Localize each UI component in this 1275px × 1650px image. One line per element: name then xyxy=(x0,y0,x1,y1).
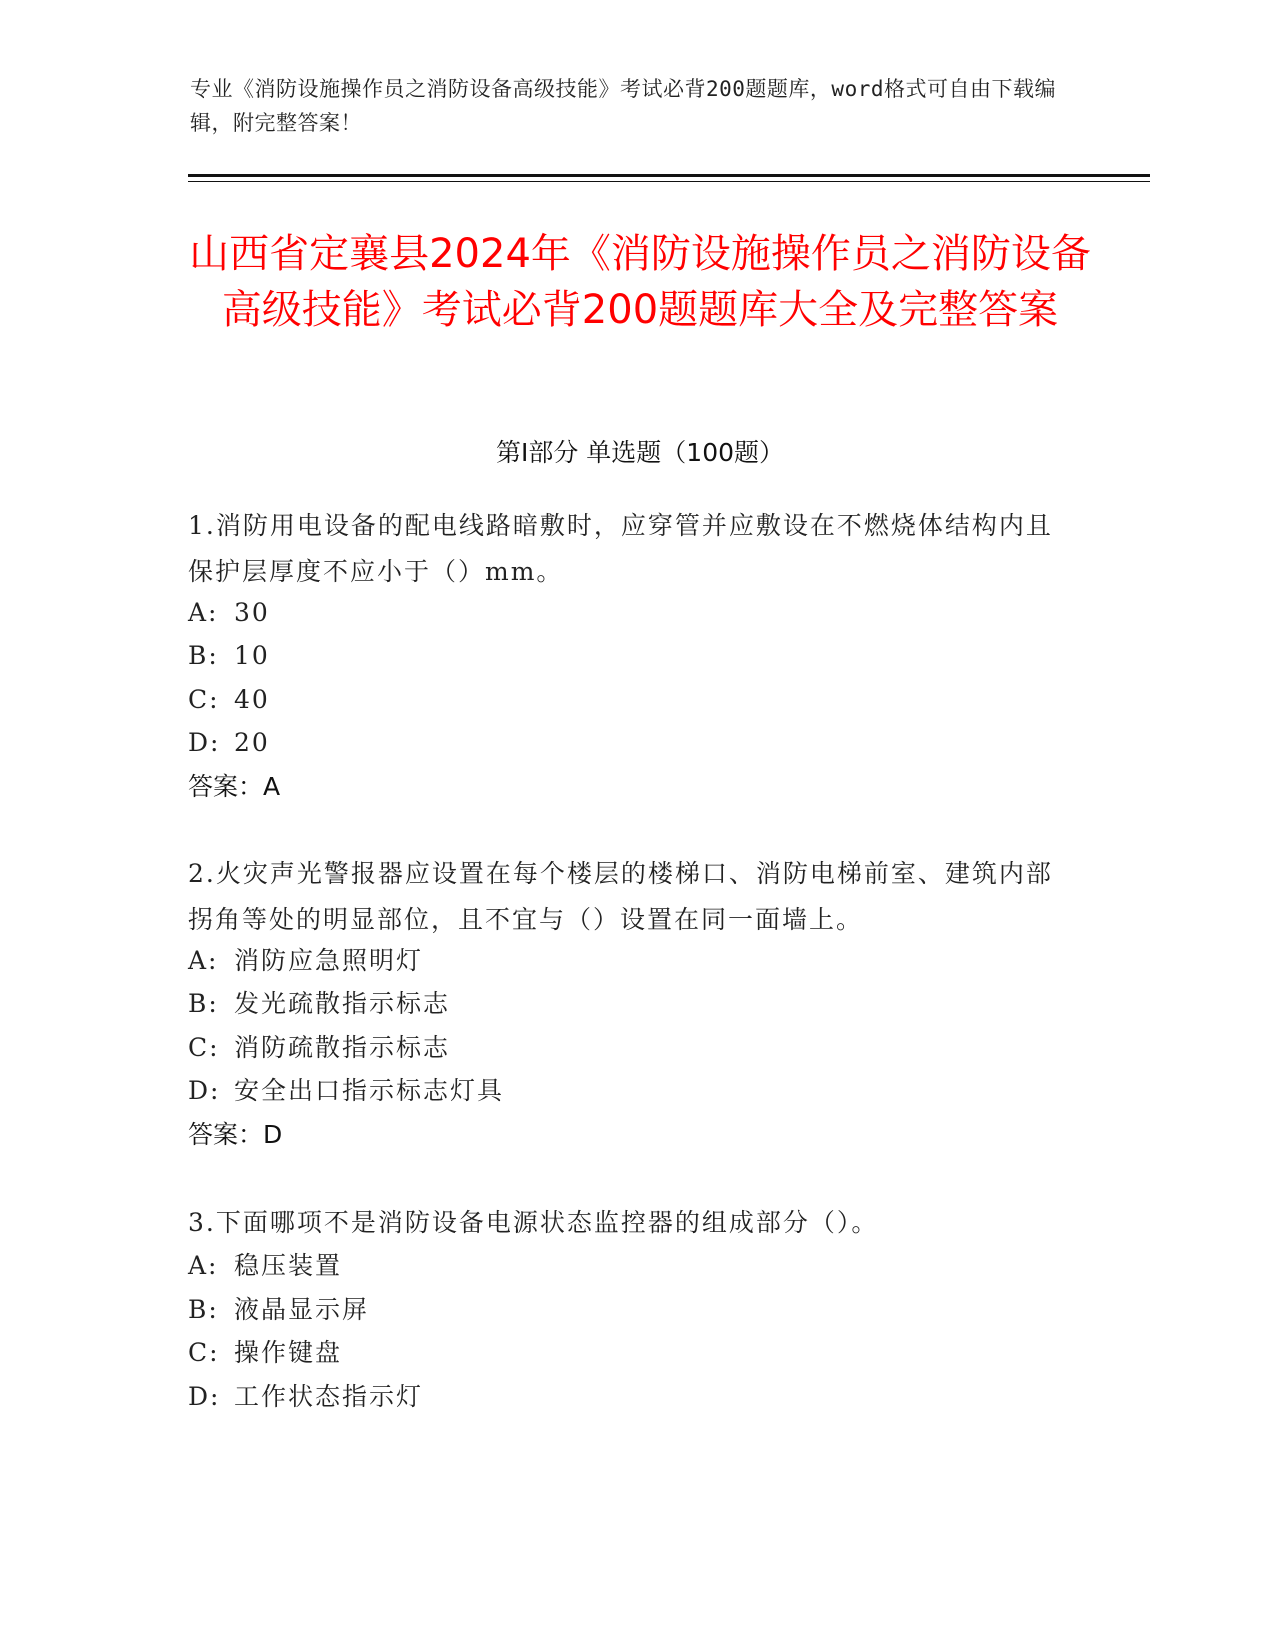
option-text: 消防疏散指示标志 xyxy=(234,1033,451,1062)
question-2-answer xyxy=(188,1112,282,1158)
answer-value: A xyxy=(263,772,281,801)
option-letter: B: xyxy=(188,989,219,1018)
question-2-stem: 2.火灾声光警报器应设置在每个楼层的楼梯口、消防电梯前室、建筑内部拐角等处的明显部位，且不宜与（）设置在同一面墙上。 xyxy=(188,859,1053,934)
option-text: 发光疏散指示标志 xyxy=(234,989,451,1018)
answer-label: 答案： xyxy=(188,772,264,801)
question-1-option-d xyxy=(188,720,1068,766)
option-letter: A: xyxy=(188,1251,219,1280)
question-3-stem: 3.下面哪项不是消防设备电源状态监控器的组成部分（）。 xyxy=(188,1208,879,1237)
option-letter: A: xyxy=(188,946,219,975)
option-letter: D: xyxy=(188,728,221,757)
option-letter: A: xyxy=(188,598,219,627)
answer-value: D xyxy=(263,1120,283,1149)
option-text: 稳压装置 xyxy=(234,1251,343,1280)
option-letter: B: xyxy=(188,1295,219,1324)
option-text: 操作键盘 xyxy=(234,1338,343,1367)
question-3-option-b xyxy=(188,1287,1068,1333)
question-1-stem: 1.消防用电设备的配电线路暗敷时，应穿管并应敷设在不燃烧体结构内且保护层厚度不应小于（）mm。 xyxy=(188,511,1053,586)
question-1-option-a xyxy=(188,590,1068,636)
option-text: 工作状态指示灯 xyxy=(234,1382,424,1411)
section-heading: 第Ⅰ部分 单选题（100题） xyxy=(495,438,785,467)
option-text: 安全出口指示标志灯具 xyxy=(234,1076,505,1105)
option-letter: B: xyxy=(188,641,219,670)
question-1-option-b xyxy=(188,633,1068,679)
option-text: 20 xyxy=(234,728,270,757)
answer-label: 答案： xyxy=(188,1120,264,1149)
question-2-option-d xyxy=(188,1068,1068,1114)
option-letter: D: xyxy=(188,1076,221,1105)
option-text: 10 xyxy=(234,641,270,670)
header-divider-thin xyxy=(188,181,1150,182)
header-divider-thick xyxy=(188,174,1150,177)
option-letter: C: xyxy=(188,1033,220,1062)
option-text: 30 xyxy=(234,598,270,627)
option-letter: C: xyxy=(188,685,220,714)
option-text: 消防应急照明灯 xyxy=(234,946,424,975)
question-3-option-d xyxy=(188,1374,1068,1420)
question-2-option-a xyxy=(188,938,1068,984)
document-title: 山西省定襄县2024年《消防设施操作员之消防设备高级技能》考试必背200题题库大全及完整答案 xyxy=(189,231,1091,333)
option-text: 液晶显示屏 xyxy=(234,1295,370,1324)
question-3-option-a xyxy=(188,1243,1068,1289)
question-1-answer xyxy=(188,764,280,810)
option-text: 40 xyxy=(234,685,270,714)
header-note: 专业《消防设施操作员之消防设备高级技能》考试必背200题题库，word格式可自由下载编辑，附完整答案！ xyxy=(190,77,1056,135)
option-letter: D: xyxy=(188,1382,221,1411)
option-letter: C: xyxy=(188,1338,220,1367)
question-1-option-c xyxy=(188,677,1068,723)
question-2-option-b xyxy=(188,981,1068,1027)
question-3-option-c xyxy=(188,1330,1068,1376)
question-2-option-c xyxy=(188,1025,1068,1071)
